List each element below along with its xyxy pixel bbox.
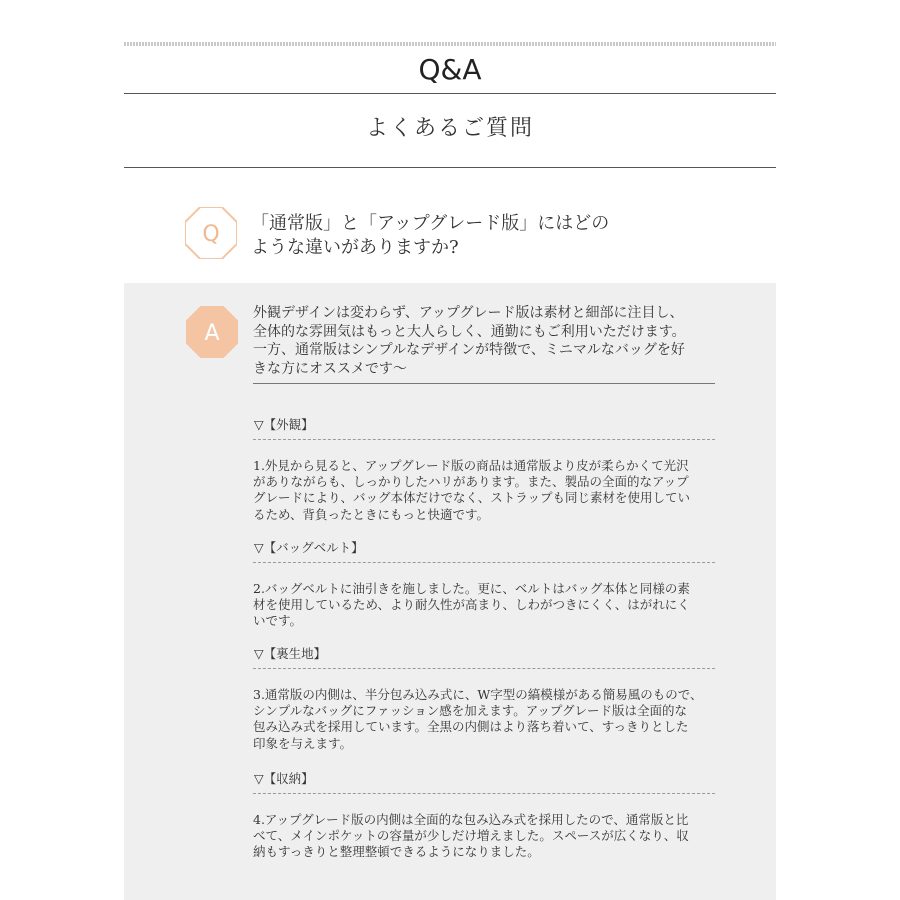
section-title: ▽【収納】 bbox=[254, 771, 314, 786]
answer-lead bbox=[253, 304, 715, 378]
section-dashed-rule bbox=[253, 439, 715, 441]
question-line: 「通常版」と「アップグレード版」にはどの bbox=[251, 213, 610, 234]
page-title: Q&A bbox=[418, 53, 482, 86]
title-divider bbox=[124, 93, 776, 94]
section-title: ▽【バッグベルト】 bbox=[254, 540, 364, 555]
section-appearance bbox=[253, 416, 715, 523]
answer-divider bbox=[253, 383, 715, 384]
top-dotted-rule bbox=[124, 42, 776, 46]
section-line: 2.バッグベルトに油引きを施しました。更に、ベルトはバッグ本体と同様の素 bbox=[253, 581, 690, 596]
section-lining bbox=[253, 645, 715, 752]
answer-lead-line: 一方、通常版はシンプルなデザインが特徴で、ミニマルなバッグを好 bbox=[253, 342, 685, 358]
section-body bbox=[253, 812, 715, 861]
heading-divider bbox=[124, 167, 776, 168]
section-line: いです。 bbox=[253, 613, 303, 629]
answer-lead-line: きな方にオススメです～ bbox=[253, 360, 407, 377]
question-badge-letter: Q bbox=[202, 222, 220, 247]
section-line: るため、背負ったときにもっと快適です。 bbox=[253, 506, 490, 522]
section-line: グレードにより、バッグ本体だけでなく、ストラップも同じ素材を使用してい bbox=[253, 490, 691, 506]
section-line: 3.通常版の内側は、半分包み込み式に、W字型の縞模様がある簡易風のもので、 bbox=[253, 687, 703, 702]
section-line: がありながらも、しっかりしたハリがあります。また、製品の全面的なアップ bbox=[253, 474, 689, 490]
section-line: 1.外見から見ると、アップグレード版の商品は通常版より皮が柔らかくて光沢 bbox=[253, 458, 689, 473]
section-line: べて、メインポケットの容量が少しだけ増えました。スペースが広くなり、収 bbox=[253, 828, 689, 844]
question-text bbox=[251, 212, 671, 260]
question-line: ような違いがありますか? bbox=[251, 237, 459, 258]
section-body bbox=[253, 458, 715, 523]
answer-badge-letter: A bbox=[204, 321, 220, 346]
section-line: 包み込み式を採用しています。全黒の内側はより落ち着いて、すっきりとした bbox=[253, 719, 689, 735]
section-line: 納もすっきりと整理整頓できるようになりました。 bbox=[253, 844, 540, 860]
section-dashed-rule bbox=[253, 562, 715, 564]
section-storage bbox=[253, 770, 715, 861]
answer-lead-line: 外観デザインは変わらず、アップグレード版は素材と細部に注目し、 bbox=[253, 305, 684, 321]
section-bag-belt bbox=[253, 539, 715, 630]
question-badge-icon bbox=[185, 207, 237, 259]
section-title: ▽【裏生地】 bbox=[254, 646, 327, 661]
answer-badge-icon bbox=[186, 306, 238, 358]
section-line: シンプルなバッグにファッション感を加えます。アップグレード版は全面的な bbox=[253, 703, 687, 719]
section-body bbox=[253, 581, 715, 630]
section-dashed-rule bbox=[253, 793, 715, 795]
section-dashed-rule bbox=[253, 668, 715, 670]
answer-lead-line: 全体的な雰囲気はもっと大人らしく、通勤にもご利用いただけます。 bbox=[253, 323, 686, 340]
faq-heading: よくあるご質問 bbox=[365, 116, 534, 141]
section-line: 材を使用しているため、より耐久性が高まり、しわがつきにくく、はがれにく bbox=[253, 597, 690, 613]
section-title: ▽【外観】 bbox=[254, 417, 314, 432]
section-line: 印象を与えます。 bbox=[253, 735, 353, 751]
section-body bbox=[253, 687, 715, 752]
section-line: 4.アップグレード版の内側は全面的な包み込み式を採用したので、通常版と比 bbox=[253, 812, 689, 827]
